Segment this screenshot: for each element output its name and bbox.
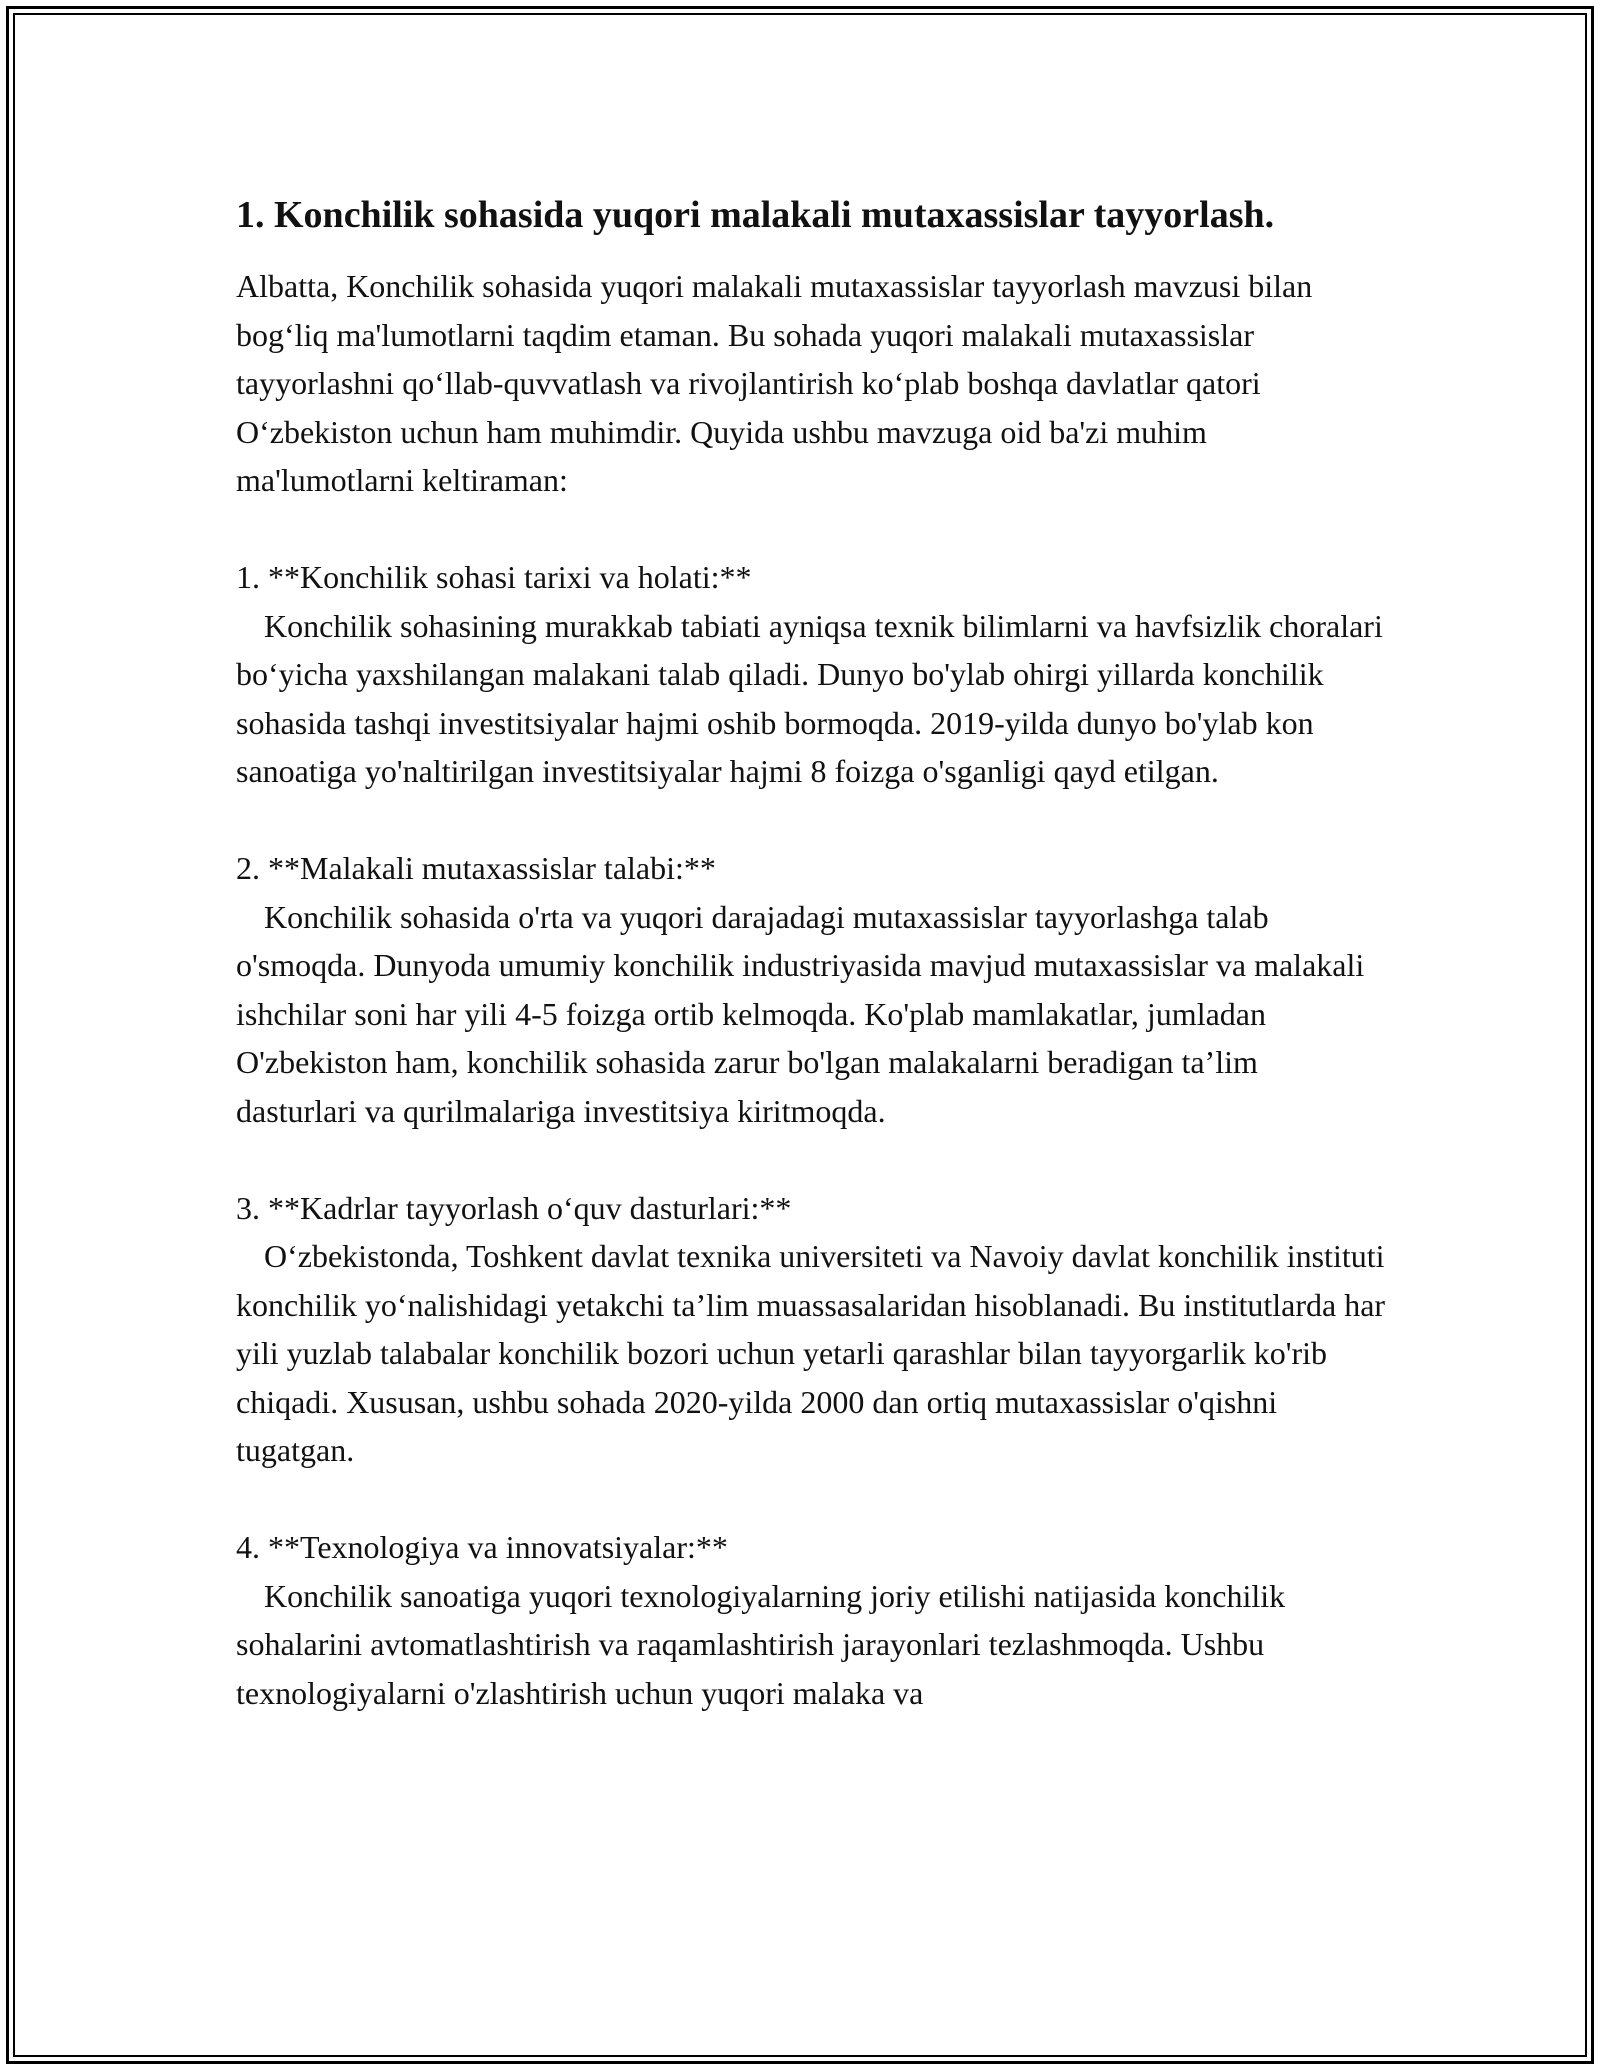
document-body — [236, 190, 1386, 1717]
section-heading: 2. **Malakali mutaxassislar talabi:** — [236, 850, 716, 886]
document-title: 1. Konchilik sohasida yuqori malakali mutaxassislar tayyorlash. — [236, 194, 1275, 236]
section-body: Konchilik sohasining murakkab tabiati ayniqsa texnik bilimlarni va havfsizlik choralari bo‘yicha yaxshilangan malakani talab qiladi. Dunyo bo'ylab ohirgi yillarda konchilik sohasida tashqi investitsiyalar hajmi oshib bormoqda. 2019-yilda dunyo bo'ylab kon sanoatiga yo'naltirilgan investitsiyalar hajmi 8 foizga o'sganligi qayd etilgan. — [236, 607, 1383, 789]
section-3 — [236, 1184, 1386, 1475]
section-4 — [236, 1523, 1386, 1717]
section-heading: 3. **Kadrlar tayyorlash o‘quv dasturlari:** — [236, 1189, 792, 1226]
section-body: O‘zbekistonda, Toshkent davlat texnika universiteti va Navoiy davlat konchilik instituti konchilik yo‘nalishidagi yetakchi ta’lim muassasalaridan hisoblanadi. Bu institutlarda har yili yuzlab talabalar konchilik bozori uchun yetarli qarashlar bilan tayyorgarlik ko'rib chiqadi. Xususan, ushbu sohada 2020-yilda 2000 dan ortiq mutaxassislar o'qishni tugatgan. — [236, 1238, 1386, 1468]
intro-paragraph: Albatta, Konchilik sohasida yuqori malakali mutaxassislar tayyorlash mavzusi bilan bog‘liq ma'lumotlarni taqdim etaman. Bu sohada yuqori malakali mutaxassislar tayyorlashni qo‘llab-quvvatlash va rivojlantirish ko‘plab boshqa davlatlar qatori O‘zbekiston uchun ham muhimdir. Quyida ushbu mavzuga oid ba'zi muhim ma'lumotlarni keltiraman: — [236, 268, 1321, 498]
section-1 — [236, 553, 1386, 796]
section-body: Konchilik sohasida o'rta va yuqori darajadagi mutaxassislar tayyorlashga talab o'smoqda. Dunyoda umumiy konchilik industriyasida mavjud mutaxassislar va malakali ishchilar soni har yili 4-5 foizga ortib kelmoqda. Ko'plab mamlakatlar, jumladan O'zbekiston ham, konchilik sohasida zarur bo'lgan malakalarni beradigan ta’lim dasturlari va qurilmalariga investitsiya kiritmoqda. — [236, 898, 1365, 1129]
section-heading: 4. **Texnologiya va innovatsiyalar:** — [236, 1529, 728, 1565]
section-2 — [236, 844, 1386, 1135]
section-heading: 1. **Konchilik sohasi tarixi va holati:** — [236, 559, 752, 595]
section-body: Konchilik sanoatiga yuqori texnologiyalarning joriy etilishi natijasida konchilik sohalarini avtomatlashtirish va raqamlashtirish jarayonlari tezlashmoqda. Ushbu texnologiyalarni o'zlashtirish uchun yuqori malaka va — [236, 1577, 1286, 1711]
